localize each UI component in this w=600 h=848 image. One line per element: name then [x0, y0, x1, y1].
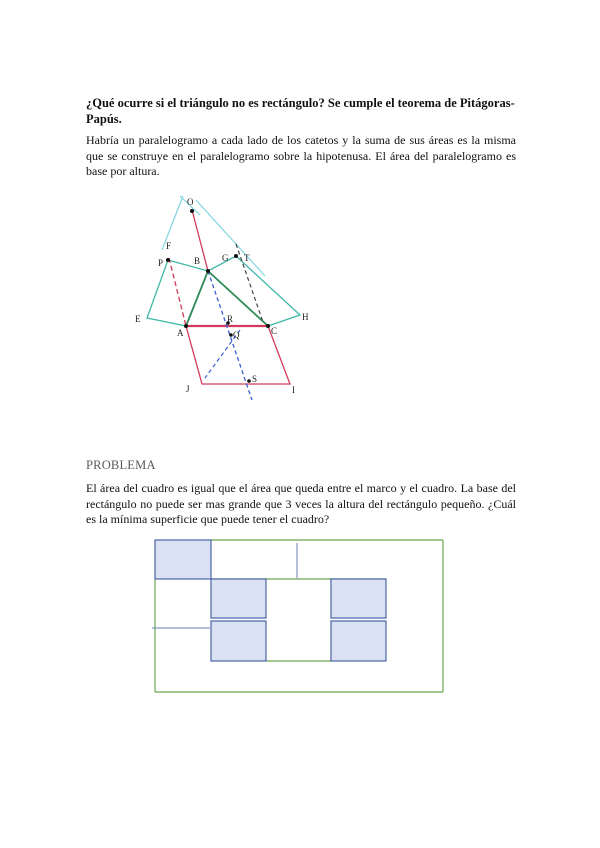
label-g: G	[222, 253, 229, 263]
label-i: I	[292, 385, 295, 395]
box-right-upper	[331, 579, 386, 618]
label-c: C	[271, 326, 278, 336]
box-middle-upper	[211, 579, 266, 618]
section-heading: ¿Qué ocurre si el triángulo no es rectángulo? Se cumple el teorema de Pitágoras-Papús.	[86, 96, 515, 126]
label-q: Q	[233, 330, 240, 340]
label-o: O	[187, 197, 194, 207]
label-b: B	[194, 256, 201, 266]
label-j: J	[186, 384, 190, 394]
label-f: F	[166, 241, 172, 251]
box-middle-lower	[211, 621, 266, 661]
label-r: R	[227, 314, 234, 324]
label-p: P	[158, 258, 164, 268]
box-right-lower	[331, 621, 386, 661]
intro-paragraph: Habría un paralelogramo a cada lado de los catetos y la suma de sus áreas es la misma que se construye en el paralelogramo sobre la hipotenusa. El área del paralelogramo es base por altura.	[86, 133, 516, 178]
label-t-top: T	[244, 253, 250, 263]
label-s: S	[252, 374, 258, 384]
label-e: E	[135, 314, 141, 324]
problem-title: PROBLEMA	[86, 458, 156, 472]
label-a: A	[177, 328, 184, 338]
label-h: H	[302, 312, 309, 322]
problem-paragraph: El área del cuadro es igual que el área que queda entre el marco y el cuadro. La base del rectángulo no puede ser mas grande que 3 veces la altura del rectángulo pequeño. ¿Cuál es la mínima superficie que puede tener el cuadro?	[86, 481, 516, 526]
box-top-left	[155, 540, 211, 579]
